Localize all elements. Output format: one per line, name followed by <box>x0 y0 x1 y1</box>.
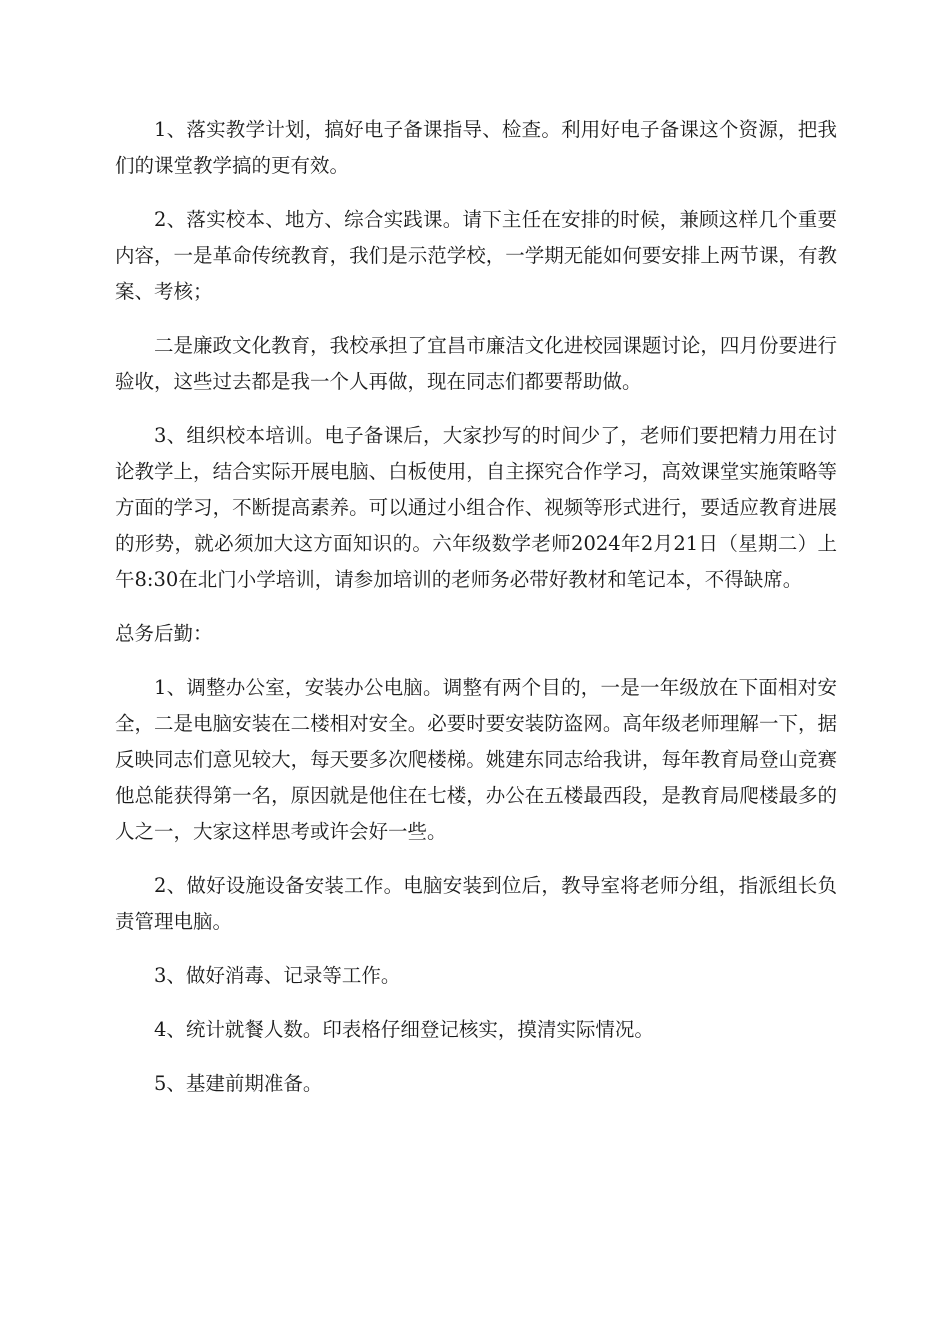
paragraph-integrity-education: 二是廉政文化教育，我校承担了宜昌市廉洁文化进校园课题讨论，四月份要进行验收，这些过去都是我一个人再做，现在同志们都要帮助做。 <box>115 334 837 393</box>
paragraph-disinfection: 3、做好消毒、记录等工作。 <box>154 964 401 987</box>
paragraph-school-training: 3、组织校本培训。电子备课后，大家抄写的时间少了，老师们要把精力用在讨论教学上，结合实际开展电脑、白板使用，自主探究合作学习，高效课堂实施策略等方面的学习，不断提高素养。可以通过小组合作、视频等形式进行，要适应教育进展的形势，就必须加大这方面知识的。六年级数学老师2024年2月21日（星期二）上午8:30在北门小学培训，请参加培训的老师务必带好教材和笔记本，不得缺席。 <box>115 424 837 591</box>
document-body <box>115 112 837 1120</box>
paragraph-local-courses: 2、落实校本、地方、综合实践课。请下主任在安排的时候，兼顾这样几个重要内容，一是革命传统教育，我们是示范学校，一学期无能如何要安排上两节课，有教案、考核； <box>115 208 837 303</box>
paragraph-teaching-plan: 1、落实教学计划，搞好电子备课指导、检查。利用好电子备课这个资源，把我们的课堂教学搞的更有效。 <box>115 118 837 177</box>
paragraph-meal-count: 4、统计就餐人数。印表格仔细登记核实，摸清实际情况。 <box>154 1018 654 1041</box>
paragraph-equipment-installation: 2、做好设施设备安装工作。电脑安装到位后，教导室将老师分组，指派组长负责管理电脑。 <box>115 874 837 933</box>
section-heading-logistics: 总务后勤： <box>115 622 213 645</box>
paragraph-office-adjustment: 1、调整办公室，安装办公电脑。调整有两个目的，一是一年级放在下面相对安全，二是电脑安装在二楼相对安全。必要时要安装防盗网。高年级老师理解一下，据反映同志们意见较大，每天要多次爬楼梯。姚建东同志给我讲，每年教育局登山竞赛他总能获得第一名，原因就是他住在七楼，办公在五楼最西段，是教育局爬楼最多的人之一，大家这样思考或许会好一些。 <box>115 676 837 843</box>
paragraph-construction-prep: 5、基建前期准备。 <box>154 1072 323 1095</box>
